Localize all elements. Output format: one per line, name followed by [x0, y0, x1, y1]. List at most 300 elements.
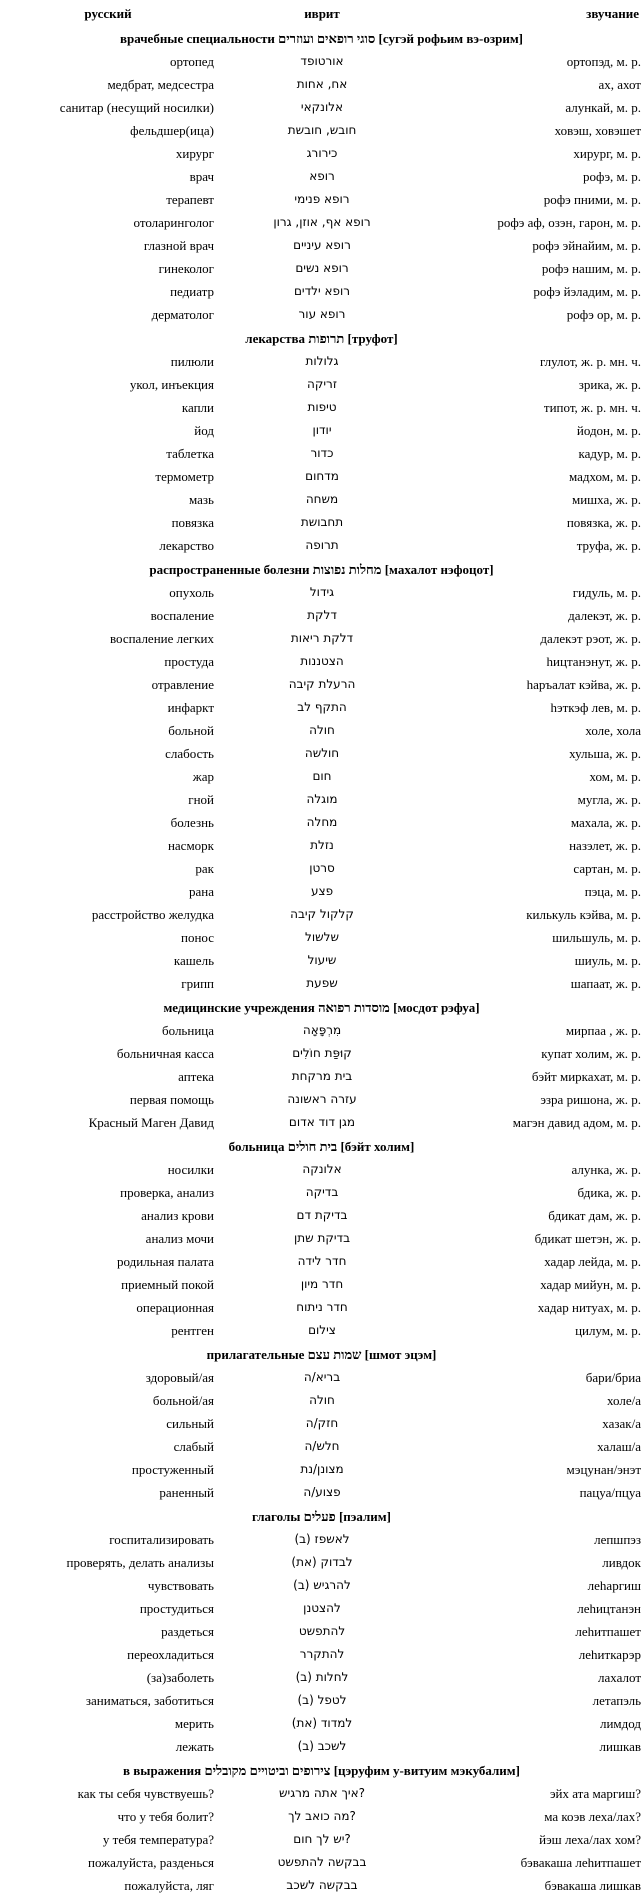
- pronunciation: рофэ эйнайим, м. р.: [532, 238, 641, 253]
- section-heading-row: [0, 1504, 643, 1528]
- table-row: [0, 165, 643, 188]
- pronunciation: магэн давид адом, м. р.: [512, 1115, 641, 1130]
- table-row: [0, 1458, 643, 1481]
- russian-term: кашель: [173, 953, 214, 968]
- pronunciation: рофэ нашим, м. р.: [541, 261, 641, 276]
- pronunciation: леhитпашет: [575, 1624, 641, 1639]
- russian-term: больничная касса: [116, 1046, 214, 1061]
- hebrew-term: דלקת ריאות: [290, 631, 354, 645]
- pronunciation: шильшуль, м. р.: [552, 930, 641, 945]
- hebrew-term: למדוד (את): [291, 1716, 353, 1730]
- russian-term: больница: [162, 1023, 214, 1038]
- table-row: [0, 1735, 643, 1758]
- pronunciation: назэлет, ж. р.: [569, 838, 641, 853]
- hebrew-term: נזלת: [310, 838, 334, 852]
- russian-term: проверка, анализ: [120, 1185, 214, 1200]
- russian-term: глазной врач: [143, 238, 214, 253]
- section-heading-row: [0, 326, 643, 350]
- russian-term: йод: [194, 423, 214, 438]
- table-row: [0, 696, 643, 719]
- hebrew-term: אלונקאי: [300, 100, 344, 114]
- hebrew-term: חום: [312, 769, 332, 783]
- pronunciation: рофэ йэладим, м. р.: [533, 284, 641, 299]
- table-row: [0, 1019, 643, 1042]
- pronunciation: ховэш, ховэшет: [554, 123, 641, 138]
- table-row: [0, 1643, 643, 1666]
- pronunciation: глулот, ж. р. мн. ч.: [539, 354, 641, 369]
- pronunciation: рофэ аф, озэн, гарон, м. р.: [497, 215, 641, 230]
- table-row: [0, 303, 643, 326]
- pronunciation: лимдод: [599, 1716, 641, 1731]
- russian-term: приемный покой: [121, 1277, 214, 1292]
- pronunciation: йэш леха/лах хом?: [539, 1832, 641, 1847]
- pronunciation: цилум, м. р.: [575, 1323, 641, 1338]
- column-header-hebrew: иврит: [304, 5, 340, 21]
- pronunciation: алункай, м. р.: [565, 100, 641, 115]
- pronunciation: повязка, ж. р.: [566, 515, 641, 530]
- hebrew-term: התקף לב: [297, 700, 347, 714]
- pronunciation: мадхом, м. р.: [569, 469, 641, 484]
- hebrew-term: מדחום: [305, 469, 339, 483]
- hebrew-term: רופא עיניים: [293, 238, 351, 252]
- section-heading-row: [0, 1342, 643, 1366]
- hebrew-term: חובש, חובשת: [287, 123, 357, 137]
- table-row: [0, 1805, 643, 1828]
- pronunciation: леhаргиш: [587, 1578, 641, 1593]
- pronunciation: ортопэд, м. р.: [566, 54, 641, 69]
- hebrew-term: מגן דוד אדום: [288, 1115, 356, 1129]
- hebrew-term: חדר מיון: [300, 1277, 344, 1291]
- pronunciation: ма коэв леха/лах?: [544, 1809, 641, 1824]
- pronunciation: хирург, м. р.: [573, 146, 641, 161]
- section-title: глаголы פעלים [пэалим]: [252, 1508, 391, 1524]
- hebrew-term: כדור: [310, 446, 334, 460]
- russian-term: рентген: [171, 1323, 214, 1338]
- table-row: [0, 1528, 643, 1551]
- pronunciation: бари/бриа: [585, 1370, 641, 1385]
- table-row: [0, 96, 643, 119]
- hebrew-term: רופא: [309, 169, 335, 183]
- pronunciation: hицтанэнут, ж. р.: [546, 654, 641, 669]
- hebrew-term: קלקול קיבה: [290, 907, 354, 921]
- table-row: [0, 926, 643, 949]
- hebrew-term: חולשה: [304, 746, 340, 760]
- hebrew-term: רופא פנימי: [294, 192, 350, 206]
- table-row: [0, 396, 643, 419]
- russian-term: рана: [189, 884, 214, 899]
- table-row: [0, 1435, 643, 1458]
- table-row: [0, 1181, 643, 1204]
- russian-term: у тебя температура?: [102, 1832, 214, 1847]
- hebrew-term: זריקה: [307, 377, 337, 391]
- pronunciation: халаш/а: [597, 1439, 641, 1454]
- pronunciation: лахалот: [598, 1670, 641, 1685]
- pronunciation: хульша, ж. р.: [569, 746, 641, 761]
- hebrew-term: אלונקה: [302, 1162, 342, 1176]
- table-row: [0, 211, 643, 234]
- table-row: [0, 119, 643, 142]
- hebrew-term: מוגלה: [306, 792, 338, 806]
- pronunciation: хазак/а: [602, 1416, 641, 1431]
- pronunciation: пэца, м. р.: [584, 884, 641, 899]
- russian-term: дерматолог: [151, 307, 214, 322]
- section-heading-row: [0, 995, 643, 1019]
- russian-term: чувствовать: [147, 1578, 214, 1593]
- hebrew-term: רופא ילדים: [293, 284, 351, 298]
- pronunciation: труфа, ж. р.: [576, 538, 641, 553]
- hebrew-term: לחלות (ב): [295, 1670, 349, 1684]
- russian-term: рак: [195, 861, 214, 876]
- russian-term: таблетка: [166, 446, 214, 461]
- pronunciation: далекэт, ж. р.: [568, 608, 641, 623]
- table-row: [0, 1250, 643, 1273]
- table-row: [0, 1042, 643, 1065]
- pronunciation: сартан, м. р.: [573, 861, 641, 876]
- russian-term: простуда: [164, 654, 214, 669]
- hebrew-term: בבקשה להתפשט: [277, 1855, 367, 1869]
- hebrew-term: יודון: [312, 423, 332, 437]
- hebrew-term: בית מרקחת: [291, 1069, 353, 1083]
- hebrew-term: גלולות: [305, 354, 339, 368]
- russian-term: мерить: [174, 1716, 214, 1731]
- russian-term: опухоль: [169, 585, 214, 600]
- russian-term: мазь: [189, 492, 214, 507]
- pronunciation: махала, ж. р.: [570, 815, 641, 830]
- russian-term: понос: [180, 930, 214, 945]
- russian-term: ортопед: [169, 54, 214, 69]
- table-row: [0, 1782, 643, 1805]
- table-row: [0, 1620, 643, 1643]
- russian-term: пожалуйста, ляг: [124, 1878, 214, 1893]
- section-title: медицинские учреждения מוסדות רפואה [мосдот рэфуа]: [163, 999, 480, 1015]
- russian-term: операционная: [136, 1300, 214, 1315]
- russian-term: анализ крови: [141, 1208, 214, 1223]
- hebrew-term: מִרְפָּאָה: [302, 1023, 342, 1037]
- russian-term: насморк: [167, 838, 214, 853]
- table-row: [0, 903, 643, 926]
- pronunciation: пацуа/пцуа: [579, 1485, 641, 1500]
- pronunciation: ливдок: [602, 1555, 641, 1570]
- hebrew-term: שיעול: [307, 953, 337, 967]
- table-row: [0, 73, 643, 96]
- pronunciation: леhицтанэн: [577, 1601, 641, 1616]
- russian-term: как ты себя чувствуешь?: [77, 1786, 214, 1801]
- table-row: [0, 1227, 643, 1250]
- russian-term: отравление: [151, 677, 214, 692]
- russian-term: простуженный: [131, 1462, 214, 1477]
- table-row: [0, 811, 643, 834]
- hebrew-term: רופא עור: [298, 307, 346, 321]
- pronunciation: холе, хола: [585, 723, 641, 738]
- russian-term: что у тебя болит?: [117, 1809, 214, 1824]
- pronunciation: гидуль, м. р.: [572, 585, 641, 600]
- table-row: [0, 1273, 643, 1296]
- pronunciation: хадар мийун, м. р.: [540, 1277, 641, 1292]
- pronunciation: хом, м. р.: [589, 769, 641, 784]
- table-row: [0, 442, 643, 465]
- hebrew-term: רופא אף, אוזן, גרון: [273, 215, 371, 229]
- table-row: [0, 534, 643, 557]
- table-row: [0, 188, 643, 211]
- table-row: [0, 1851, 643, 1874]
- hebrew-term: חדר לידה: [297, 1254, 347, 1268]
- pronunciation: бэйт миркахат, м. р.: [531, 1069, 641, 1084]
- hebrew-term: גידול: [309, 585, 335, 599]
- hebrew-term: קוּפַּת חוֹלִים: [292, 1046, 352, 1060]
- table-row: [0, 834, 643, 857]
- russian-term: заниматься, заботиться: [85, 1693, 214, 1708]
- pronunciation: бдика, ж. р.: [577, 1185, 641, 1200]
- table-row: [0, 765, 643, 788]
- table-row: [0, 880, 643, 903]
- hebrew-term: תרופה: [305, 538, 339, 552]
- table-row: [0, 1204, 643, 1227]
- table-row: [0, 465, 643, 488]
- russian-term: анализ мочи: [145, 1231, 214, 1246]
- russian-term: гинеколог: [158, 261, 214, 276]
- table-row: [0, 1158, 643, 1181]
- pronunciation: эзра ришона, ж. р.: [540, 1092, 641, 1107]
- russian-term: проверять, делать анализы: [66, 1555, 214, 1570]
- pronunciation: бэвакаша лишкав: [544, 1878, 641, 1893]
- russian-term: фельдшер(ица): [130, 123, 214, 138]
- hebrew-term: לבדוק (את): [291, 1555, 353, 1569]
- table-row: [0, 719, 643, 742]
- table-row: [0, 1574, 643, 1597]
- section-heading-row: [0, 1758, 643, 1782]
- russian-term: грипп: [181, 976, 214, 991]
- table-row: [0, 949, 643, 972]
- pronunciation: рофэ пними, м. р.: [543, 192, 641, 207]
- hebrew-term: עזרה ראשונה: [287, 1092, 357, 1106]
- russian-term: аптека: [178, 1069, 214, 1084]
- russian-term: пилюли: [170, 354, 214, 369]
- russian-term: санитар (несущий носилки): [59, 100, 214, 115]
- pronunciation: шапаат, ж. р.: [570, 976, 641, 991]
- table-row: [0, 234, 643, 257]
- pronunciation: бдикат дам, ж. р.: [548, 1208, 641, 1223]
- hebrew-term: בבקשה לשכב: [286, 1878, 358, 1892]
- russian-term: госпитализировать: [109, 1532, 214, 1547]
- hebrew-term: תחבושת: [300, 515, 344, 529]
- russian-term: больной/ая: [152, 1393, 214, 1408]
- hebrew-term: שפעת: [306, 976, 338, 990]
- pronunciation: мэцунан/энэт: [566, 1462, 641, 1477]
- column-header-pronunciation: звучание: [586, 5, 639, 21]
- russian-term: расстройство желудка: [91, 907, 214, 922]
- pronunciation: зрика, ж. р.: [578, 377, 641, 392]
- hebrew-term: צילום: [308, 1323, 336, 1337]
- column-header-row: [0, 0, 643, 26]
- hebrew-term: חזק/ה: [305, 1416, 339, 1430]
- russian-term: медбрат, медсестра: [107, 77, 214, 92]
- hebrew-term: חולה: [309, 1393, 335, 1407]
- table-row: [0, 1065, 643, 1088]
- russian-term: сильный: [166, 1416, 214, 1431]
- table-row: [0, 972, 643, 995]
- table-row: [0, 1689, 643, 1712]
- hebrew-term: סרטן: [309, 861, 335, 875]
- russian-term: простудиться: [139, 1601, 214, 1616]
- hebrew-term: לאשפז (ב): [294, 1532, 350, 1546]
- russian-term: терапевт: [166, 192, 214, 207]
- hebrew-term: מצונן/נת: [300, 1462, 344, 1476]
- pronunciation: мугла, ж. р.: [577, 792, 641, 807]
- table-row: [0, 1874, 643, 1897]
- table-row: [0, 1412, 643, 1435]
- pronunciation: летапэль: [592, 1693, 641, 1708]
- pronunciation: купат холим, ж. р.: [541, 1046, 641, 1061]
- russian-term: гной: [188, 792, 214, 807]
- hebrew-term: הצטננות: [300, 654, 344, 668]
- russian-term: переохладиться: [127, 1647, 214, 1662]
- hebrew-term: שלשול: [305, 930, 339, 944]
- russian-term: укол, инъекция: [129, 377, 214, 392]
- hebrew-term: לשכב (ב): [297, 1739, 347, 1753]
- section-title: больница בית חולים [бэйт холим]: [228, 1138, 415, 1154]
- pronunciation: мишха, ж. р.: [571, 492, 641, 507]
- table-row: [0, 1366, 643, 1389]
- section-title: врачебные специальности סוגי רופאים ועוזרים [сугэй рофьим вэ-озрим]: [119, 30, 524, 46]
- section-heading-row: [0, 557, 643, 581]
- pronunciation: йодон, м. р.: [576, 423, 641, 438]
- table-row: [0, 857, 643, 880]
- russian-term: носилки: [167, 1162, 214, 1177]
- russian-term: педиатр: [170, 284, 214, 299]
- table-row: [0, 350, 643, 373]
- table-row: [0, 488, 643, 511]
- pronunciation: кадур, м. р.: [578, 446, 641, 461]
- table-row: [0, 604, 643, 627]
- pronunciation: шиуль, м. р.: [574, 953, 641, 968]
- hebrew-term: רופא נשים: [295, 261, 349, 275]
- table-row: [0, 1296, 643, 1319]
- russian-term: хирург: [175, 146, 214, 161]
- hebrew-term: משחה: [305, 492, 339, 506]
- table-row: [0, 581, 643, 604]
- russian-term: здоровый/ая: [145, 1370, 214, 1385]
- section-title: лекарства תרופות [труфот]: [245, 330, 398, 346]
- hebrew-term: אורטופד: [300, 54, 344, 68]
- table-row: [0, 257, 643, 280]
- column-header-russian: русский: [84, 5, 132, 21]
- russian-term: воспаление легких: [109, 631, 214, 646]
- table-row: [0, 1551, 643, 1574]
- russian-term: (за)заболеть: [146, 1670, 214, 1685]
- pronunciation: килькуль кэйва, м. р.: [526, 907, 641, 922]
- hebrew-term: כירורג: [306, 146, 338, 160]
- pronunciation: типот, ж. р. мн. ч.: [543, 400, 641, 415]
- hebrew-term: בדיקת דם: [296, 1208, 348, 1222]
- hebrew-term: ?מה כואב לך: [288, 1809, 356, 1823]
- section-title: в выражения צירופים וביטויים מקובלים [цэруфим у-витуим мэкубалим]: [123, 1762, 520, 1778]
- hebrew-term: לטפל (ב): [297, 1693, 347, 1707]
- hebrew-term: הרעלת קיבה: [288, 677, 356, 691]
- table-row: [0, 142, 643, 165]
- hebrew-term: להרגיש (ב): [293, 1578, 351, 1592]
- section-heading-row: [0, 1134, 643, 1158]
- pronunciation: мирпаа , ж. р.: [565, 1023, 641, 1038]
- pronunciation: хадар нитуах, м. р.: [537, 1300, 641, 1315]
- russian-term: лекарство: [159, 538, 214, 553]
- hebrew-term: חלש/ה: [304, 1439, 340, 1453]
- table-row: [0, 1597, 643, 1620]
- hebrew-term: מחלה: [306, 815, 338, 829]
- hebrew-term: חדר ניתוח: [296, 1300, 348, 1314]
- russian-term: капли: [181, 400, 214, 415]
- russian-term: воспаление: [150, 608, 214, 623]
- hebrew-term: ?יש לך חום: [293, 1832, 351, 1846]
- russian-term: больной: [168, 723, 214, 738]
- pronunciation: хадар лейда, м. р.: [544, 1254, 641, 1269]
- table-row: [0, 627, 643, 650]
- russian-term: врач: [189, 169, 214, 184]
- hebrew-term: חולה: [309, 723, 335, 737]
- pronunciation: алунка, ж. р.: [571, 1162, 641, 1177]
- table-row: [0, 673, 643, 696]
- pronunciation: лепшпэз: [594, 1532, 641, 1547]
- table-row: [0, 650, 643, 673]
- pronunciation: hэткэф лев, м. р.: [550, 700, 641, 715]
- hebrew-term: דלקת: [307, 608, 337, 622]
- hebrew-term: להתפשט: [298, 1624, 346, 1638]
- pronunciation: рофэ, м. р.: [583, 169, 641, 184]
- hebrew-term: פצוע/ה: [303, 1485, 341, 1499]
- table-row: [0, 419, 643, 442]
- table-row: [0, 1389, 643, 1412]
- table-row: [0, 1828, 643, 1851]
- hebrew-term: טיפות: [307, 400, 337, 414]
- table-row: [0, 1481, 643, 1504]
- russian-term: болезнь: [170, 815, 214, 830]
- pronunciation: бэвакаша леhитпашет: [520, 1855, 641, 1870]
- hebrew-term: פצע: [310, 884, 334, 898]
- pronunciation: ах, ахот: [598, 77, 641, 92]
- pronunciation: hаръалат кэйва, ж. р.: [526, 677, 641, 692]
- pronunciation: бдикат шетэн, ж. р.: [534, 1231, 641, 1246]
- russian-term: повязка: [171, 515, 214, 530]
- russian-term: лежать: [175, 1739, 214, 1754]
- russian-term: слабость: [165, 746, 214, 761]
- pronunciation: лишкав: [599, 1739, 641, 1754]
- section-title: распространенные болезни מחלות נפוצות [махалот нэфоцот]: [149, 561, 494, 577]
- russian-term: пожалуйста, разденься: [87, 1855, 214, 1870]
- table-row: [0, 788, 643, 811]
- table-row: [0, 511, 643, 534]
- table-row: [0, 1088, 643, 1111]
- pronunciation: далекэт рэот, ж. р.: [540, 631, 641, 646]
- pronunciation: рофэ ор, м. р.: [566, 307, 641, 322]
- hebrew-term: להצטנן: [303, 1601, 341, 1615]
- russian-term: раздеться: [161, 1624, 214, 1639]
- table-row: [0, 742, 643, 765]
- russian-term: слабый: [173, 1439, 214, 1454]
- section-heading-row: [0, 26, 643, 50]
- table-row: [0, 1712, 643, 1735]
- hebrew-term: בדיקה: [305, 1185, 339, 1199]
- pronunciation: эйх ата маргиш?: [549, 1786, 641, 1801]
- russian-term: раненный: [159, 1485, 214, 1500]
- table-row: [0, 1319, 643, 1342]
- russian-term: первая помощь: [129, 1092, 214, 1107]
- table-row: [0, 50, 643, 73]
- russian-term: термометр: [155, 469, 214, 484]
- hebrew-term: אח, אחות: [296, 77, 348, 91]
- russian-term: Красный Маген Давид: [88, 1115, 214, 1130]
- pronunciation: леhиткарэр: [578, 1647, 641, 1662]
- russian-term: инфаркт: [167, 700, 214, 715]
- table-row: [0, 1666, 643, 1689]
